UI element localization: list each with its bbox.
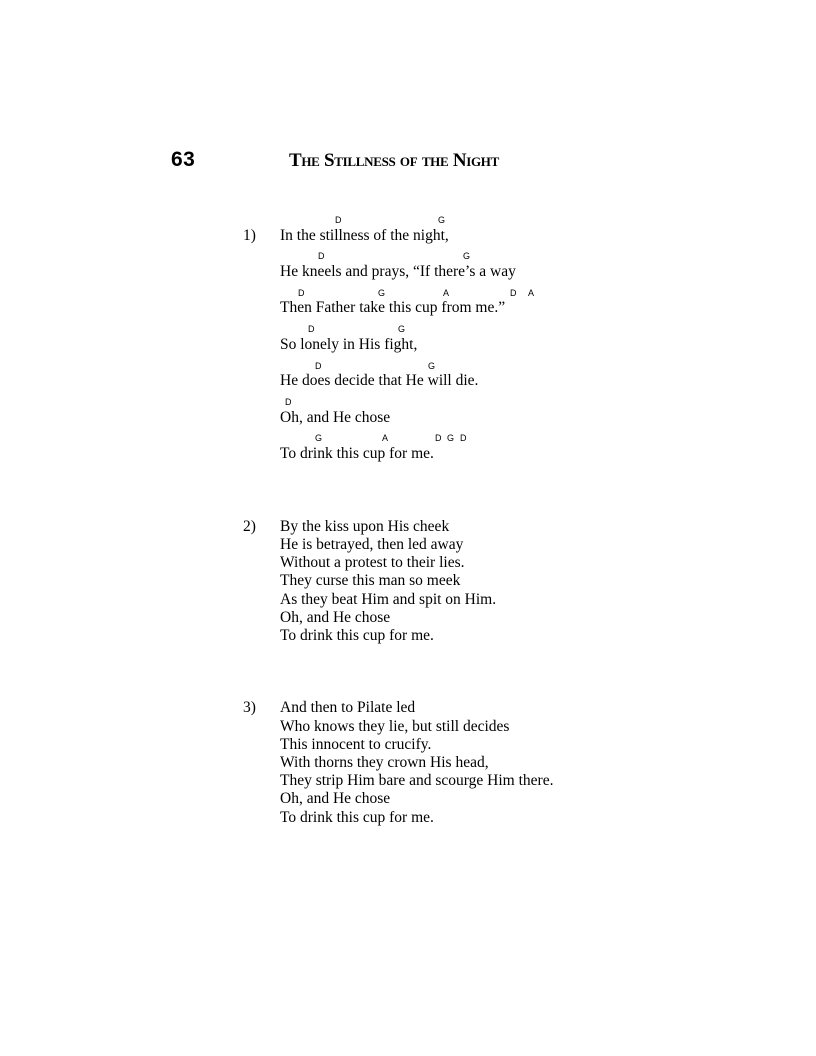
chord: D (510, 288, 517, 298)
chord: G (428, 361, 436, 371)
lyric-line: With thorns they crown His head, (280, 754, 489, 771)
chord: D (435, 433, 442, 443)
lyric-line: By the kiss upon His cheek (280, 518, 450, 535)
lyric-line: He does decide that He will die. (280, 372, 479, 389)
lyric-line: They strip Him bare and scourge Him there. (280, 772, 554, 789)
chord: D (315, 361, 322, 371)
song-title: The Stillness of the Night (289, 150, 499, 171)
lyric-line: This innocent to crucify. (280, 736, 432, 753)
chord: G (438, 215, 446, 225)
chord: D (318, 251, 325, 261)
lyric-line: To drink this cup for me. (280, 445, 434, 462)
lyric-line: Oh, and He chose (280, 609, 391, 626)
lyric-line: They curse this man so meek (280, 572, 461, 589)
lyric-line: In the stillness of the night, (280, 227, 449, 244)
song-number: 63 (171, 148, 196, 171)
lyric-line: Without a protest to their lies. (280, 554, 465, 571)
chord: D (308, 324, 315, 334)
lyric-line: He kneels and prays, “If there’s a way (280, 263, 516, 280)
lyric-line: So lonely in His fight, (280, 336, 418, 353)
chord: G (378, 288, 386, 298)
chord: D (335, 215, 342, 225)
lyric-line: Oh, and He chose (280, 790, 391, 807)
lyric-line: He is betrayed, then led away (280, 536, 464, 553)
verse-number: 3) (243, 699, 256, 716)
chord: G (463, 251, 471, 261)
verse-number: 1) (243, 227, 256, 244)
verse-number: 2) (243, 518, 256, 535)
chord: G (398, 324, 406, 334)
lyric-line: As they beat Him and spit on Him. (280, 591, 497, 608)
lyric-line: Oh, and He chose (280, 409, 391, 426)
chord: A (382, 433, 389, 443)
chord: G (315, 433, 323, 443)
chord: A (443, 288, 450, 298)
lyric-line: And then to Pilate led (280, 699, 416, 716)
lyric-line: Then Father take this cup from me.” (280, 299, 506, 316)
chord: G (447, 433, 455, 443)
chord: D (285, 397, 292, 407)
chord: A (528, 288, 535, 298)
chord: D (298, 288, 305, 298)
lyric-line: To drink this cup for me. (280, 627, 434, 644)
chord: D (460, 433, 467, 443)
lyric-line: To drink this cup for me. (280, 809, 434, 826)
lyric-line: Who knows they lie, but still decides (280, 718, 510, 735)
